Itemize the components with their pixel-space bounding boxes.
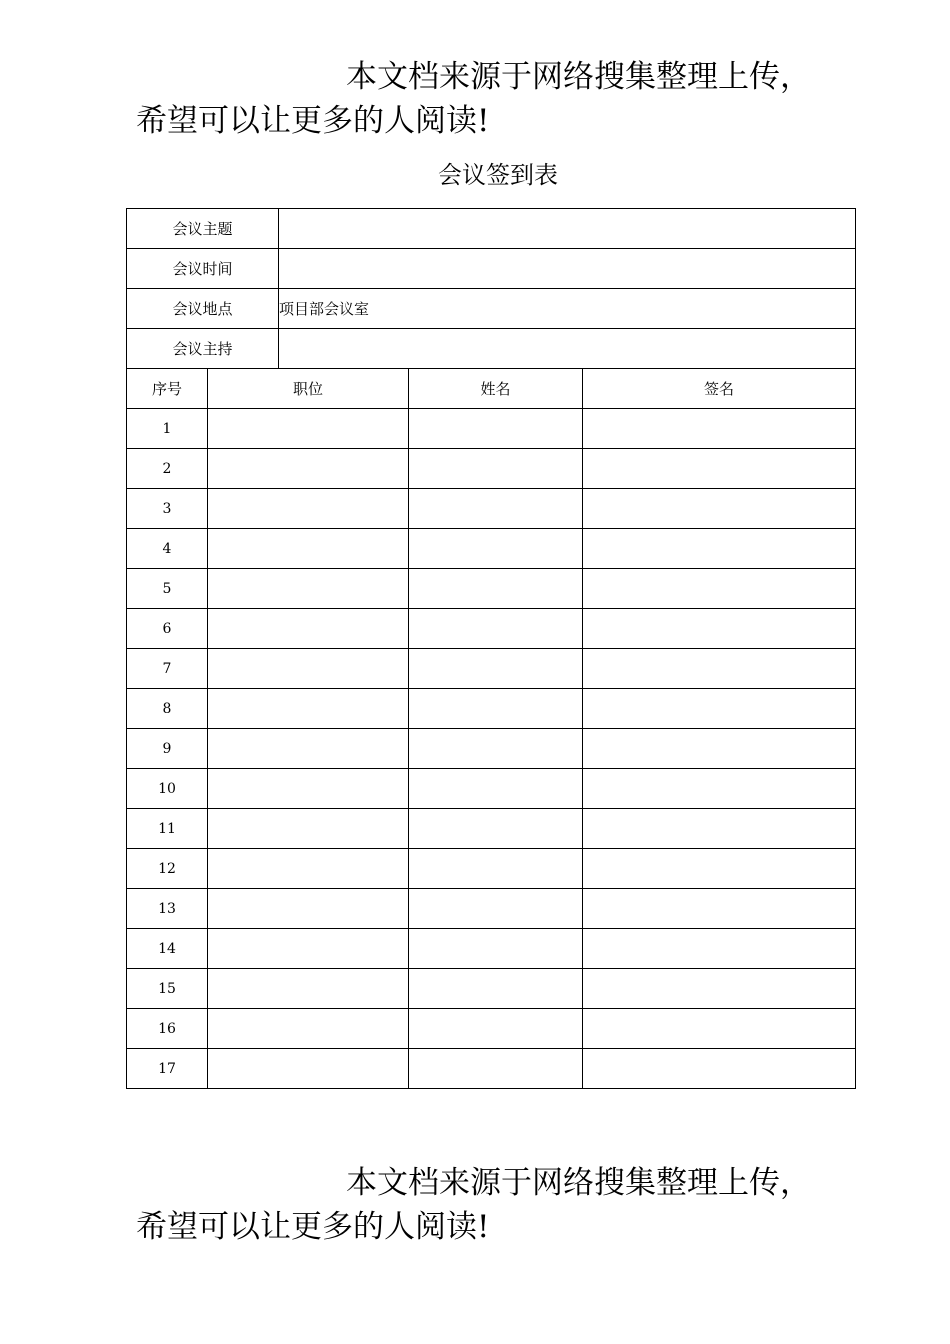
table-row	[127, 969, 856, 1009]
table-row	[127, 1009, 856, 1049]
position-cell[interactable]	[208, 729, 409, 769]
header-seq: 序号	[127, 369, 208, 409]
row-number: 14	[127, 929, 208, 969]
info-row-host	[127, 329, 856, 369]
signature-cell[interactable]	[583, 729, 856, 769]
position-cell[interactable]	[208, 569, 409, 609]
source-notice-top	[136, 55, 866, 143]
table-row	[127, 889, 856, 929]
column-header-row	[127, 369, 856, 409]
position-cell[interactable]	[208, 649, 409, 689]
host-value[interactable]	[279, 329, 856, 369]
row-number: 12	[127, 849, 208, 889]
position-cell[interactable]	[208, 1049, 409, 1089]
notice-line-2: 希望可以让更多的人阅读!	[136, 103, 490, 139]
signature-cell[interactable]	[583, 889, 856, 929]
signature-cell[interactable]	[583, 569, 856, 609]
signature-cell[interactable]	[583, 929, 856, 969]
document-title: 会议签到表	[438, 161, 558, 189]
row-number: 11	[127, 809, 208, 849]
position-cell[interactable]	[208, 809, 409, 849]
name-cell[interactable]	[409, 409, 583, 449]
signature-cell[interactable]	[583, 449, 856, 489]
position-cell[interactable]	[208, 849, 409, 889]
name-cell[interactable]	[409, 529, 583, 569]
subject-value[interactable]	[279, 209, 856, 249]
table-row	[127, 849, 856, 889]
info-row-location	[127, 289, 856, 329]
row-number: 10	[127, 769, 208, 809]
host-label: 会议主持	[127, 329, 279, 369]
position-cell[interactable]	[208, 969, 409, 1009]
table-row	[127, 489, 856, 529]
table-row	[127, 689, 856, 729]
table-row	[127, 449, 856, 489]
signature-cell[interactable]	[583, 489, 856, 529]
source-notice-bottom	[136, 1161, 866, 1249]
row-number: 4	[127, 529, 208, 569]
position-cell[interactable]	[208, 929, 409, 969]
notice-line-1: 本文档来源于网络搜集整理上传，	[346, 1165, 811, 1201]
position-cell[interactable]	[208, 409, 409, 449]
row-number: 16	[127, 1009, 208, 1049]
table-row	[127, 809, 856, 849]
position-cell[interactable]	[208, 489, 409, 529]
position-cell[interactable]	[208, 609, 409, 649]
header-name: 姓名	[409, 369, 583, 409]
row-number: 13	[127, 889, 208, 929]
signature-cell[interactable]	[583, 409, 856, 449]
time-value[interactable]	[279, 249, 856, 289]
signature-cell[interactable]	[583, 649, 856, 689]
signature-cell[interactable]	[583, 609, 856, 649]
name-cell[interactable]	[409, 609, 583, 649]
info-row-subject	[127, 209, 856, 249]
name-cell[interactable]	[409, 889, 583, 929]
position-cell[interactable]	[208, 449, 409, 489]
notice-line-1: 本文档来源于网络搜集整理上传，	[346, 59, 811, 95]
position-cell[interactable]	[208, 889, 409, 929]
row-number: 8	[127, 689, 208, 729]
table-row	[127, 529, 856, 569]
signature-cell[interactable]	[583, 849, 856, 889]
table-row	[127, 929, 856, 969]
name-cell[interactable]	[409, 969, 583, 1009]
subject-label: 会议主题	[127, 209, 279, 249]
name-cell[interactable]	[409, 849, 583, 889]
row-number: 9	[127, 729, 208, 769]
name-cell[interactable]	[409, 649, 583, 689]
name-cell[interactable]	[409, 1009, 583, 1049]
signature-cell[interactable]	[583, 689, 856, 729]
signature-cell[interactable]	[583, 1009, 856, 1049]
location-value[interactable]: 项目部会议室	[279, 289, 856, 329]
name-cell[interactable]	[409, 449, 583, 489]
position-cell[interactable]	[208, 529, 409, 569]
name-cell[interactable]	[409, 809, 583, 849]
table-row	[127, 649, 856, 689]
header-position: 职位	[208, 369, 409, 409]
position-cell[interactable]	[208, 689, 409, 729]
table-row	[127, 569, 856, 609]
signature-cell[interactable]	[583, 969, 856, 1009]
signature-cell[interactable]	[583, 1049, 856, 1089]
row-number: 3	[127, 489, 208, 529]
signature-cell[interactable]	[583, 529, 856, 569]
row-number: 7	[127, 649, 208, 689]
row-number: 6	[127, 609, 208, 649]
row-number: 2	[127, 449, 208, 489]
sign-in-table	[126, 208, 856, 1089]
info-row-time	[127, 249, 856, 289]
name-cell[interactable]	[409, 929, 583, 969]
table-row	[127, 769, 856, 809]
row-number: 5	[127, 569, 208, 609]
position-cell[interactable]	[208, 769, 409, 809]
location-label: 会议地点	[127, 289, 279, 329]
table-row	[127, 409, 856, 449]
name-cell[interactable]	[409, 489, 583, 529]
position-cell[interactable]	[208, 1009, 409, 1049]
header-signature: 签名	[583, 369, 856, 409]
notice-line-2: 希望可以让更多的人阅读!	[136, 1209, 490, 1245]
table-row	[127, 1049, 856, 1089]
signature-cell[interactable]	[583, 809, 856, 849]
row-number: 1	[127, 409, 208, 449]
row-number: 17	[127, 1049, 208, 1089]
name-cell[interactable]	[409, 769, 583, 809]
name-cell[interactable]	[409, 569, 583, 609]
signature-cell[interactable]	[583, 769, 856, 809]
table-row	[127, 729, 856, 769]
name-cell[interactable]	[409, 729, 583, 769]
name-cell[interactable]	[409, 689, 583, 729]
time-label: 会议时间	[127, 249, 279, 289]
name-cell[interactable]	[409, 1049, 583, 1089]
row-number: 15	[127, 969, 208, 1009]
table-row	[127, 609, 856, 649]
